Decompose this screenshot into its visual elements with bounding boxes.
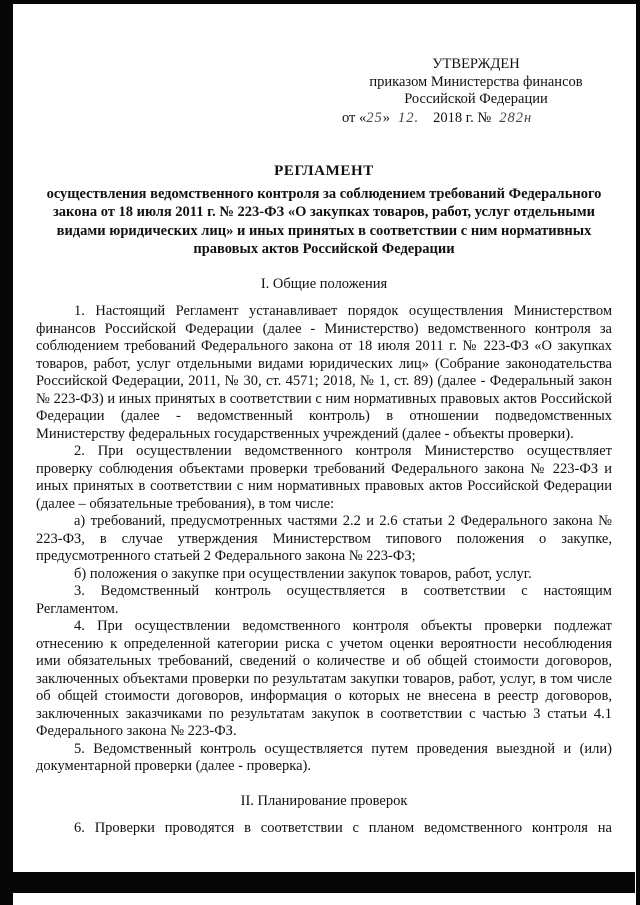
paragraph-2a: а) требований, предусмотренных частями 2.2 и 2.6 статьи 2 Федерального закона № 223-ФЗ, в случае утверждения Министерством типового положения о закупке, предусмотренного статьей 2 Федерального закона № 223-ФЗ; [36, 513, 612, 564]
section-2-heading: II. Планирование проверок [240, 792, 408, 809]
section-1-heading: I. Общие положения [260, 275, 388, 292]
approval-block [342, 56, 610, 127]
document-subtitle: осуществления ведомственного контроля за соблюдением требований Федерального закона от 18 июля 2011 г. № 223-ФЗ «О закупках товаров, работ, услуг отдельными видами юридических лиц» и иных принятых в соответствии с ним нормативных правовых актов Российской Федерации [46, 185, 602, 257]
approval-line-3: Российской Федерации [404, 91, 548, 107]
scan-border-right [636, 0, 640, 905]
order-number-handwritten: 282н [499, 109, 533, 126]
scan-border-left [0, 0, 13, 905]
paragraph-1: 1. Настоящий Регламент устанавливает порядок осуществления Министерством финансов Российской Федерации (далее - Министерство) ведомственного контроля за соблюдением требований Федерального закона от 18 июля 2011 г. № 223-ФЗ «О закупках товаров, работ, услуг отдельными видами юридических лиц» (Собрание законодательства Российской Федерации, 2011, № 30, ст. 4571; 2018, № 1, ст. 89) (далее - Федеральный закон № 223-ФЗ) и иных принятых в соответствии с ним нормативных правовых актов Российской Федерации (далее - ведомственный контроль) в отношении подведомственных Министерству федеральных государственных учреждений (далее - объекты проверки). [36, 303, 612, 442]
document-title-block [36, 163, 612, 259]
paragraph-6: 6. Проверки проводятся в соответствии с планом ведомственного контроля на [74, 820, 612, 836]
paragraph-5: 5. Ведомственный контроль осуществляется путем проведения выездной и (или) документарной проверки (далее - проверка). [36, 740, 612, 774]
date-prefix: от « [342, 109, 367, 126]
approval-line-2: приказом Министерства финансов [369, 73, 583, 90]
paragraph-3: 3. Ведомственный контроль осуществляется в соответствии с настоящим Регламентом. [36, 583, 612, 617]
paragraph-4: 4. При осуществлении ведомственного контроля объекты проверки подлежат отнесению к определенной категории риска с учетом оценки вероятности несоблюдения ими обязательных требований, сведений о количестве и об общей стоимости договоров, заключенных объектами проверки по результатам закупки товаров, работ, услуг, в том числе об общей стоимости договоров, информация о которых не внесена в реестр договоров, заключенных заказчиками по результатам закупок в соответствии с частью 3 статьи 4.1 Федерального закона № 223-ФЗ. [36, 618, 612, 739]
document-title: РЕГЛАМЕНТ [274, 163, 374, 179]
paragraph-2: 2. При осуществлении ведомственного контроля Министерство осуществляет проверку соблюдения объектами проверки требований Федерального закона № 223-ФЗ и иных принятых в соответствии с ним нормативных правовых актов Российской Федерации (далее – обязательные требования), в том числе: [36, 443, 612, 512]
approval-line-1: УТВЕРЖДЕН [432, 56, 520, 72]
paragraph-2b: б) положения о закупке при осуществлении закупок товаров, работ, услуг. [74, 565, 532, 582]
date-close-quote: » [382, 109, 391, 126]
date-month-handwritten: 12. [398, 109, 420, 126]
scan-border-bottom [0, 872, 635, 893]
date-year-label: 2018 г. № [433, 109, 492, 126]
document-content [36, 0, 612, 838]
approval-date-line [342, 110, 610, 128]
date-day-handwritten: 25 [366, 109, 383, 126]
